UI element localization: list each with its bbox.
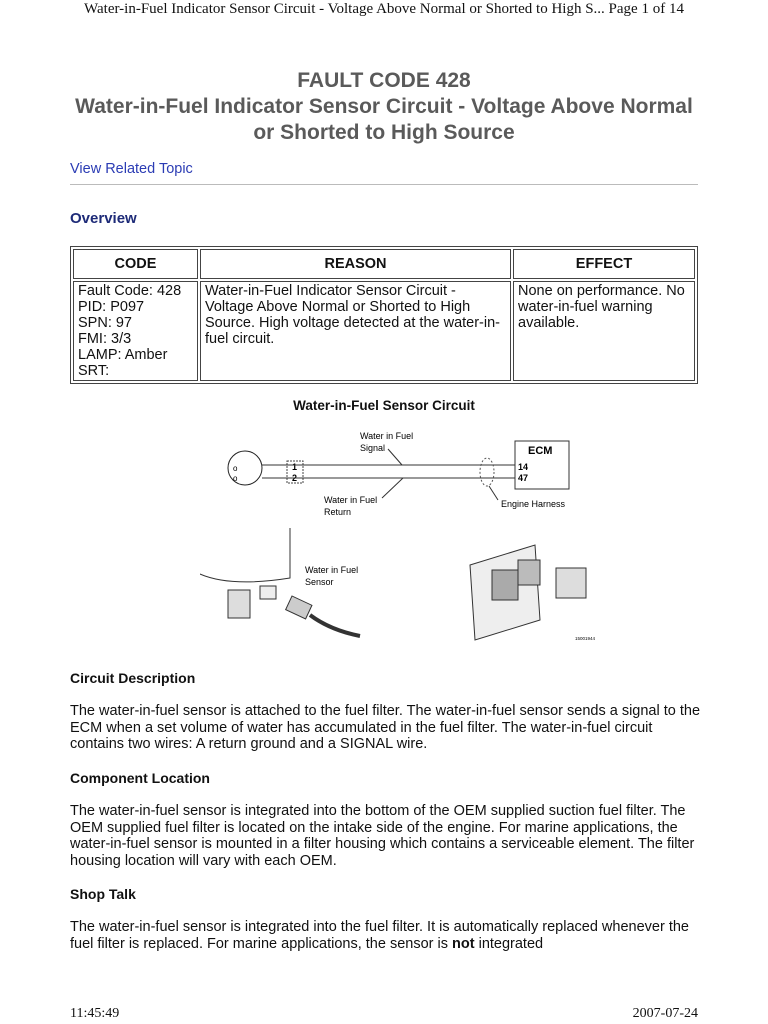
pin-label: 47 (518, 473, 529, 483)
sensor-label: Water in Fuel (305, 565, 359, 575)
pin-label: 14 (518, 462, 529, 472)
harness-marker (480, 458, 494, 486)
signal-label: Signal (360, 443, 386, 453)
overview-heading: Overview (70, 210, 137, 227)
divider (70, 184, 698, 185)
sensor-label: Sensor (305, 577, 334, 587)
filter-drain (228, 590, 250, 618)
svg-text:o: o (233, 474, 238, 483)
view-related-topic-link[interactable]: View Related Topic (70, 161, 193, 177)
fault-code-title: FAULT CODE 428 (297, 69, 471, 92)
section-body (70, 919, 700, 952)
footer-date: 2007-07-24 (632, 1006, 698, 1021)
code-line: SRT: (78, 363, 110, 379)
figure-caption: Water-in-Fuel Sensor Circuit (293, 398, 475, 413)
section-heading: Circuit Description (70, 670, 196, 686)
section-body: The water-in-fuel sensor is attached to the fuel filter. The water-in-fuel sensor sends a signal to the ECM when a set volume of water has accumulated in the fuel filter. The water-in-fuel circuit contains two wires: A return ground and a SIGNAL wire. (70, 703, 701, 752)
code-line: SPN: 97 (78, 315, 132, 331)
code-line: LAMP: Amber (78, 347, 168, 363)
harness-label: Engine Harness (501, 499, 566, 509)
table-row (73, 281, 695, 381)
page-title (70, 68, 698, 146)
section-heading: Shop Talk (70, 886, 136, 902)
code-cell (73, 281, 198, 381)
column-header: CODE (73, 249, 198, 279)
running-header: Water-in-Fuel Indicator Sensor Circuit - Voltage Above Normal or Shorted to High S... Page 1 of 14 (84, 1, 684, 17)
body-text: integrated (474, 935, 544, 952)
ecm-label: ECM (528, 445, 553, 457)
column-header: REASON (200, 249, 511, 279)
footer-time: 11:45:49 (70, 1006, 120, 1021)
figure-id: 15001944 (575, 636, 596, 641)
reason-cell: Water-in-Fuel Indicator Sensor Circuit - Voltage Above Normal or Shorted to High Source. High voltage detected at the water-in-fuel circuit. (200, 281, 511, 381)
code-line: PID: P097 (78, 299, 145, 315)
signal-label: Water in Fuel (360, 431, 414, 441)
code-line: Fault Code: 428 (78, 283, 182, 299)
effect-cell: None on performance. No water-in-fuel warning available. (513, 281, 695, 381)
body-text: The water-in-fuel sensor is integrated into the fuel filter. It is automatically replaced whenever the fuel filter is replaced. For marine applications, the sensor is (70, 919, 689, 952)
return-label: Return (324, 507, 352, 517)
code-line: FMI: 3/3 (78, 331, 132, 347)
circuit-diagram (200, 420, 600, 650)
overview-table (70, 246, 698, 384)
pin-label: 2 (292, 473, 298, 483)
emphasis: not (452, 935, 475, 952)
pin-label: 1 (292, 462, 298, 472)
column-header: EFFECT (513, 249, 695, 279)
table-header-row (73, 249, 695, 279)
svg-text:o: o (233, 464, 238, 473)
fault-description-title: Water-in-Fuel Indicator Sensor Circuit - Voltage Above Normal or Shorted to High Source (75, 95, 693, 144)
section-heading: Component Location (70, 770, 210, 786)
return-label: Water in Fuel (324, 495, 378, 505)
section-body: The water-in-fuel sensor is integrated into the bottom of the OEM supplied suction fuel filter. The OEM supplied fuel filter is located on the intake side of the engine. For marine applications, the water-in-fuel sensor is mounted in a filter housing which contains a serviceable element. The filter housing location will vary with each OEM. (70, 803, 695, 869)
